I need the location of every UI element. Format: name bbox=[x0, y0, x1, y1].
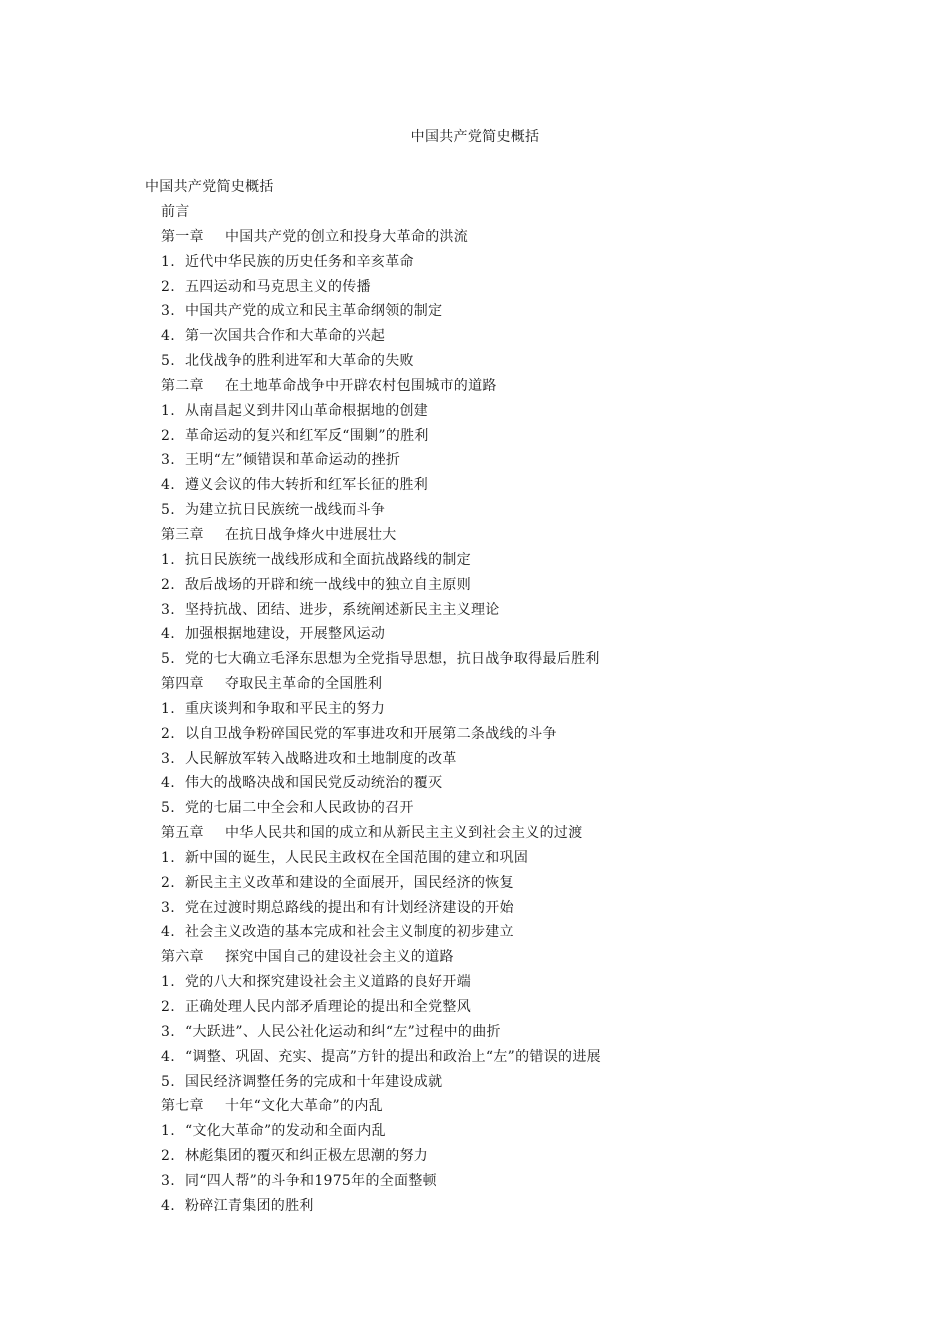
toc-text: 抗日民族统一战线形成和全面抗战路线的制定 bbox=[185, 551, 471, 568]
item-number: 5. bbox=[161, 353, 175, 370]
toc-text: 探究中国自己的建设社会主义的道路 bbox=[225, 949, 454, 966]
toc-text: “调整、巩固、充实、提高”方针的提出和政治上“左”的错误的进展 bbox=[185, 1048, 601, 1065]
item-number: 3. bbox=[161, 601, 175, 618]
toc-item bbox=[161, 773, 881, 798]
toc-text: 王明“左”倾错误和革命运动的挫折 bbox=[185, 452, 401, 469]
toc-text: 中国共产党的成立和民主革命纲领的制定 bbox=[185, 303, 443, 320]
item-number: 4. bbox=[161, 477, 175, 494]
toc-item bbox=[161, 475, 881, 500]
toc-item bbox=[161, 1171, 881, 1196]
toc-item bbox=[161, 1146, 881, 1171]
toc-item bbox=[161, 1196, 881, 1221]
toc-text: 正确处理人民内部矛盾理论的提出和全党整风 bbox=[185, 999, 471, 1015]
item-number: 4. bbox=[161, 775, 175, 792]
toc-chapter bbox=[161, 674, 881, 699]
toc-text: 革命运动的复兴和红军反“围剿”的胜利 bbox=[185, 427, 429, 444]
toc-item bbox=[161, 401, 881, 426]
toc-item bbox=[161, 426, 881, 451]
toc-text: 遵义会议的伟大转折和红军长征的胜利 bbox=[185, 477, 429, 494]
item-number: 2. bbox=[161, 427, 175, 444]
toc-item bbox=[161, 624, 881, 649]
chapter-label: 第六章 bbox=[161, 949, 204, 966]
toc-text: 中华人民共和国的成立和从新民主主义到社会主义的过渡 bbox=[225, 825, 583, 842]
toc-text: 北伐战争的胜利进军和大革命的失败 bbox=[185, 353, 414, 370]
chapter-label: 第四章 bbox=[161, 676, 204, 693]
toc-text: 五四运动和马克思主义的传播 bbox=[185, 278, 371, 295]
item-number: 5. bbox=[161, 651, 175, 668]
item-number: 2. bbox=[161, 999, 175, 1015]
item-number: 4. bbox=[161, 328, 175, 345]
toc-item bbox=[161, 450, 881, 475]
toc-text: 在土地革命战争中开辟农村包围城市的道路 bbox=[225, 377, 497, 394]
item-number: 1. bbox=[161, 551, 175, 568]
toc-item bbox=[161, 724, 881, 749]
item-number: 4. bbox=[161, 626, 175, 643]
toc-text: 党的七大确立毛泽东思想为全党指导思想，抗日战争取得最后胜利 bbox=[185, 651, 600, 668]
chapter-label: 第一章 bbox=[161, 228, 204, 245]
item-number: 5. bbox=[161, 1073, 175, 1090]
toc-item bbox=[161, 749, 881, 774]
toc-item bbox=[161, 351, 881, 376]
item-number: 1. bbox=[161, 1123, 175, 1140]
item-number: 3. bbox=[161, 750, 175, 767]
toc-item bbox=[161, 922, 881, 947]
toc-text: 新中国的诞生，人民民主政权在全国范围的建立和巩固 bbox=[185, 849, 529, 866]
toc-text: 敌后战场的开辟和统一战线中的独立自主原则 bbox=[185, 576, 471, 593]
toc-chapter bbox=[161, 947, 881, 972]
toc-item bbox=[161, 848, 881, 873]
toc-text: 中国共产党的创立和投身大革命的洪流 bbox=[225, 228, 469, 245]
toc-item bbox=[161, 997, 881, 1022]
toc-chapter bbox=[161, 376, 881, 401]
toc-text: 人民解放军转入战略进攻和土地制度的改革 bbox=[185, 750, 457, 767]
toc-chapter bbox=[161, 1096, 881, 1121]
item-number: 4. bbox=[161, 1197, 175, 1214]
toc-heading: 中国共产党简史概括 bbox=[145, 179, 274, 195]
item-number: 1. bbox=[161, 974, 175, 991]
item-number: 2. bbox=[161, 725, 175, 742]
item-number: 2. bbox=[161, 576, 175, 593]
toc-item bbox=[161, 798, 881, 823]
item-number: 2. bbox=[161, 1148, 175, 1165]
item-number: 4. bbox=[161, 1048, 175, 1065]
toc-chapter bbox=[161, 525, 881, 550]
toc-item bbox=[161, 301, 881, 326]
toc-text: 粉碎江青集团的胜利 bbox=[185, 1197, 314, 1214]
item-number: 1. bbox=[161, 253, 175, 270]
toc-text: 林彪集团的覆灭和纠正极左思潮的努力 bbox=[185, 1148, 429, 1165]
chapter-label: 第五章 bbox=[161, 825, 204, 842]
toc-text: 近代中华民族的历史任务和辛亥革命 bbox=[185, 253, 414, 270]
toc-text: 从南昌起义到井冈山革命根据地的创建 bbox=[185, 402, 429, 419]
toc-item bbox=[161, 1047, 881, 1072]
item-number: 5. bbox=[161, 502, 175, 519]
toc-item bbox=[161, 1022, 881, 1047]
toc-text: 同“四人帮”的斗争和1975年的全面整顿 bbox=[185, 1172, 437, 1189]
toc-item bbox=[161, 277, 881, 302]
item-number: 3. bbox=[161, 1023, 175, 1040]
toc-chapter bbox=[161, 227, 881, 252]
item-number: 3. bbox=[161, 1172, 175, 1189]
toc-text: 十年“文化大革命”的内乱 bbox=[225, 1098, 383, 1115]
item-number: 1. bbox=[161, 849, 175, 866]
chapter-label: 第七章 bbox=[161, 1098, 204, 1115]
toc-text: 新民主主义改革和建设的全面展开，国民经济的恢复 bbox=[185, 874, 514, 891]
toc-item bbox=[161, 649, 881, 674]
toc-text: 国民经济调整任务的完成和十年建设成就 bbox=[185, 1073, 443, 1090]
toc-item bbox=[161, 873, 881, 898]
toc-preface bbox=[161, 202, 881, 227]
toc-text: 夺取民主革命的全国胜利 bbox=[225, 676, 383, 693]
item-number: 3. bbox=[161, 452, 175, 469]
item-number: 1. bbox=[161, 402, 175, 419]
item-number: 1. bbox=[161, 700, 175, 717]
toc-text: 坚持抗战、团结、进步，系统阐述新民主主义理论 bbox=[185, 601, 500, 618]
toc-text: 社会主义改造的基本完成和社会主义制度的初步建立 bbox=[185, 924, 514, 941]
toc-text: 加强根据地建设，开展整风运动 bbox=[185, 626, 386, 643]
toc-text: 在抗日战争烽火中进展壮大 bbox=[225, 526, 397, 543]
toc-text: 党在过渡时期总路线的提出和有计划经济建设的开始 bbox=[185, 899, 514, 916]
item-number: 3. bbox=[161, 899, 175, 916]
chapter-label: 第二章 bbox=[161, 377, 204, 394]
toc-item bbox=[161, 550, 881, 575]
document-title: 中国共产党简史概括 bbox=[410, 129, 540, 145]
toc-item bbox=[161, 575, 881, 600]
table-of-contents bbox=[161, 202, 881, 1221]
toc-text: 以自卫战争粉碎国民党的军事进攻和开展第二条战线的斗争 bbox=[185, 725, 557, 742]
toc-text: 第一次国共合作和大革命的兴起 bbox=[185, 328, 386, 345]
item-number: 2. bbox=[161, 278, 175, 295]
item-number: 4. bbox=[161, 924, 175, 941]
toc-item bbox=[161, 326, 881, 351]
toc-text: “文化大革命”的发动和全面内乱 bbox=[185, 1123, 386, 1140]
item-number: 5. bbox=[161, 800, 175, 817]
toc-item bbox=[161, 1072, 881, 1097]
toc-text: “大跃进”、人民公社化运动和纠“左”过程中的曲折 bbox=[185, 1023, 501, 1040]
toc-text: 为建立抗日民族统一战线而斗争 bbox=[185, 502, 386, 519]
item-number: 2. bbox=[161, 874, 175, 891]
chapter-label: 第三章 bbox=[161, 526, 204, 543]
toc-item bbox=[161, 699, 881, 724]
item-number: 3. bbox=[161, 303, 175, 320]
toc-item bbox=[161, 252, 881, 277]
toc-text: 前言 bbox=[161, 204, 190, 220]
toc-item bbox=[161, 500, 881, 525]
toc-item bbox=[161, 972, 881, 997]
toc-chapter bbox=[161, 823, 881, 848]
toc-item bbox=[161, 600, 881, 625]
toc-item bbox=[161, 1121, 881, 1146]
toc-text: 党的七届二中全会和人民政协的召开 bbox=[185, 800, 414, 817]
toc-text: 重庆谈判和争取和平民主的努力 bbox=[185, 700, 386, 717]
toc-text: 伟大的战略决战和国民党反动统治的覆灭 bbox=[185, 775, 443, 792]
toc-item bbox=[161, 898, 881, 923]
toc-text: 党的八大和探究建设社会主义道路的良好开端 bbox=[185, 974, 471, 991]
